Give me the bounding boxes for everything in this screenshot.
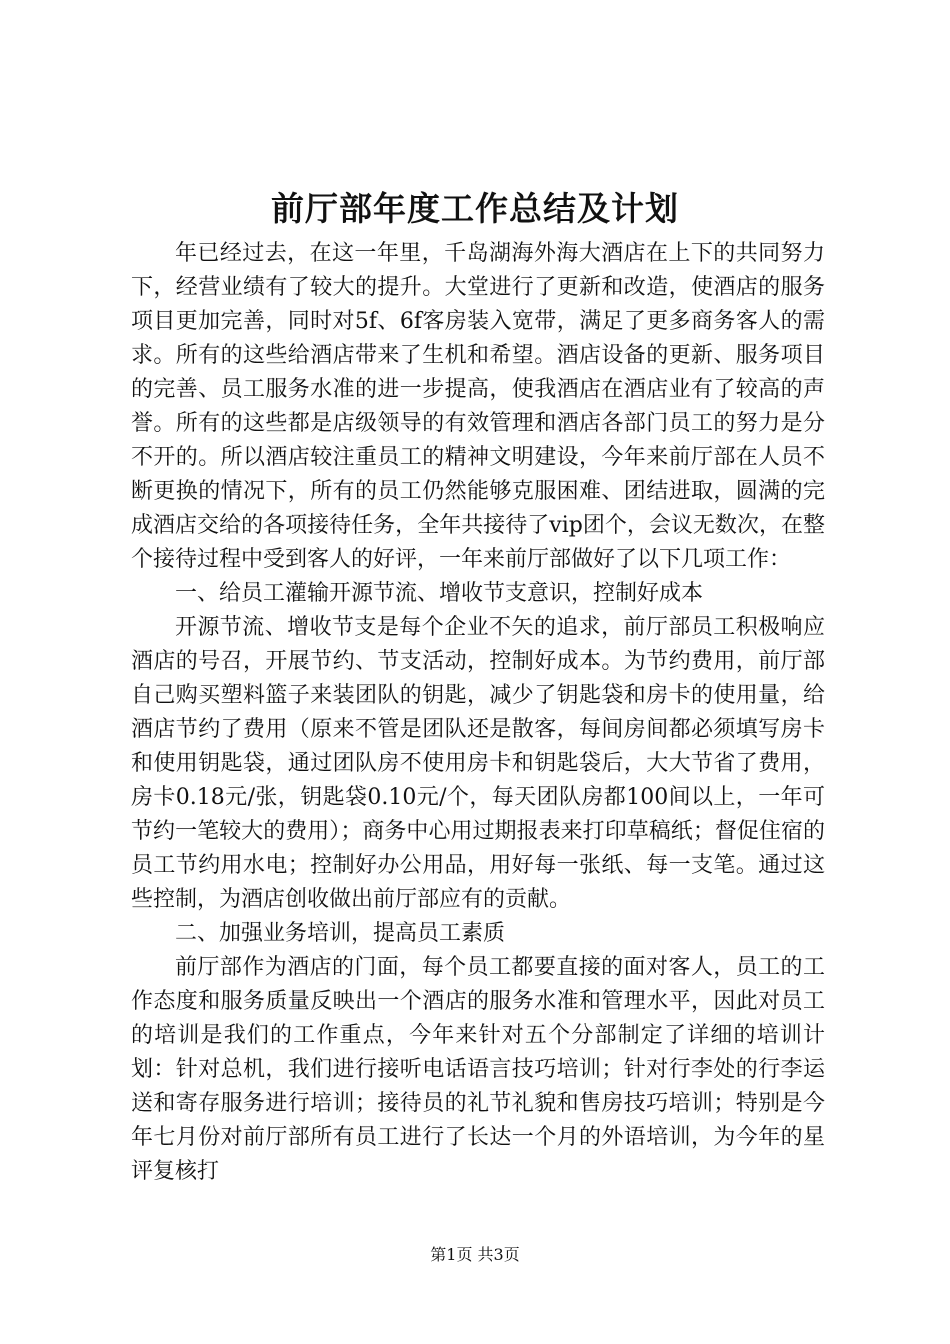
document-body — [131, 237, 825, 1189]
paragraph-intro: 年已经过去，在这一年里，千岛湖海外海大酒店在上下的共同努力下，经营业绩有了较大的提升。大堂进行了更新和改造，使酒店的服务项目更加完善，同时对5f、6f客房装入宽带，满足了更多商务客人的需求。所有的这些给酒店带来了生机和希望。酒店设备的更新、服务项目的完善、员工服务水准的进一步提高，使我酒店在酒店业有了较高的声誉。所有的这些都是店级领导的有效管理和酒店各部门员工的努力是分不开的。所以酒店较注重员工的精神文明建设，今年来前厅部在人员不断更换的情况下，所有的员工仍然能够克服困难、团结进取，圆满的完成酒店交给的各项接待任务，全年共接待了vip团个，会议无数次，在整个接待过程中受到客人的好评，一年来前厅部做好了以下几项工作： — [131, 241, 825, 572]
section-heading-2: 二、加强业务培训，提高员工素质 — [175, 921, 506, 946]
paragraph-section-1: 开源节流、增收节支是每个企业不矢的追求，前厅部员工积极响应酒店的号召，开展节约、节支活动，控制好成本。为节约费用，前厅部自己购买塑料篮子来装团队的钥匙，减少了钥匙袋和房卡的使用量，给酒店节约了费用（原来不管是团队还是散客，每间房间都必须填写房卡和使用钥匙袋，通过团队房不使用房卡和钥匙袋后，大大节省了费用，房卡0.18元/张，钥匙袋0.10元/个，每天团队房都100间以上，一年可节约一笔较大的费用）；商务中心用过期报表来打印草稿纸；督促住宿的员工节约用水电；控制好办公用品，用好每一张纸、每一支笔。通过这些控制，为酒店创收做出前厅部应有的贡献。 — [131, 615, 825, 912]
page-number-footer: 第1页 共3页 — [430, 1245, 520, 1264]
document-title: 前厅部年度工作总结及计划 — [271, 189, 679, 228]
paragraph-section-2: 前厅部作为酒店的门面，每个员工都要直接的面对客人，员工的工作态度和服务质量反映出一个酒店的服务水准和管理水平，因此对员工的培训是我们的工作重点，今年来针对五个分部制定了详细的培训计划：针对总机，我们进行接听电话语言技巧培训；针对行李处的行李运送和寄存服务进行培训；接待员的礼节礼貌和售房技巧培训；特别是今年七月份对前厅部所有员工进行了长达一个月的外语培训，为今年的星评复核打 — [131, 955, 825, 1184]
section-heading-1: 一、给员工灌输开源节流、增收节支意识，控制好成本 — [175, 581, 704, 606]
